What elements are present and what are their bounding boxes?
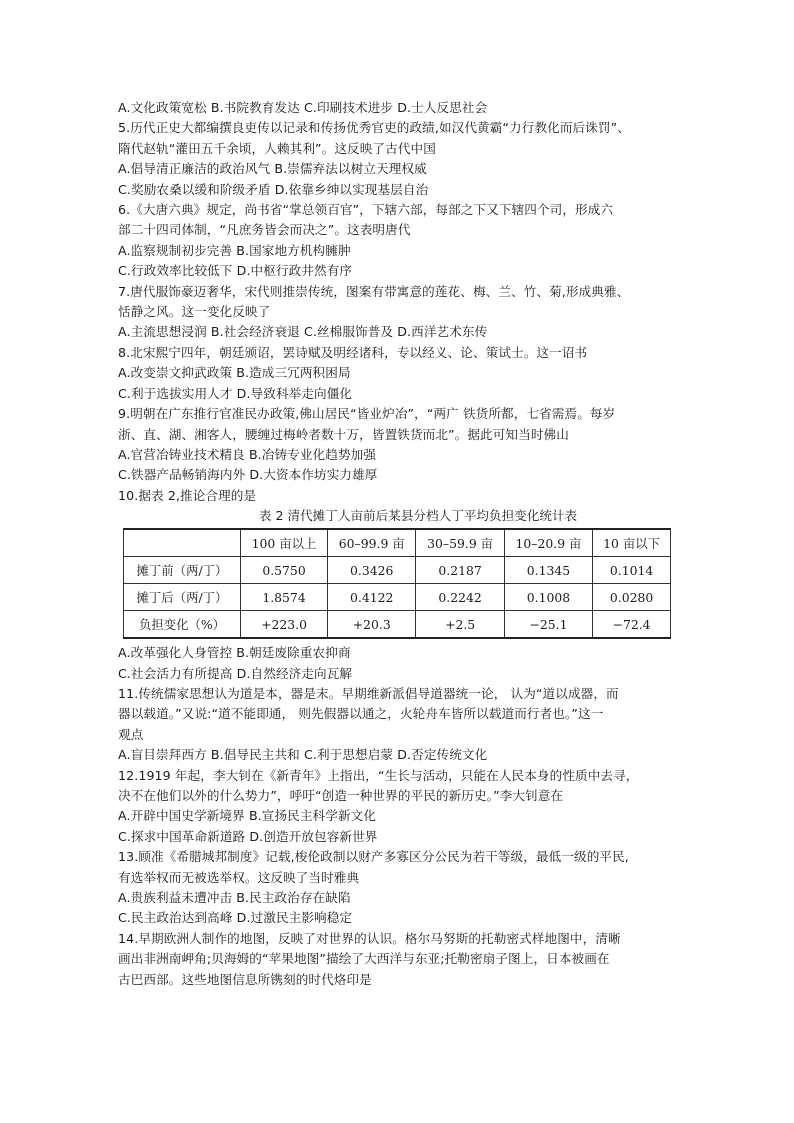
- table-cell: +2.5: [416, 611, 504, 639]
- table-header-cell: 10 亩以下: [593, 529, 671, 557]
- table-caption: 表 2 清代摊丁人亩前后某县分档人丁平均负担变化统计表: [258, 508, 578, 524]
- table-row: [124, 557, 671, 584]
- text-line: 恬静之风。这一变化反映了: [118, 304, 271, 320]
- text-line: C.铁器产品畅销海内外 D.大资本作坊实力雄厚: [118, 467, 378, 483]
- text-line: A.主流思想浸润 B.社会经济衰退 C.丝棉服饰普及 D.西洋艺术东传: [118, 324, 488, 340]
- table-cell: +20.3: [328, 611, 416, 639]
- table-cell: 0.4122: [328, 584, 416, 611]
- text-line: 9.明朝在广东推行官准民办政策,佛山居民“皆业炉冶”，“两广 铁货所都，七省需焉。每岁: [118, 406, 616, 422]
- text-line: A.改革强化人身管控 B.朝廷废除重农抑商: [118, 645, 351, 661]
- table-header-cell: [124, 529, 241, 557]
- text-line: 器以载道。”又说:“道不能即通， 则先假器以通之，火轮舟车皆所以载道而行者也。”这一: [118, 706, 604, 722]
- table-cell: 0.0280: [593, 584, 671, 611]
- table-header-cell: 100 亩以上: [241, 529, 328, 557]
- text-line: 观点: [118, 726, 144, 742]
- table-header-cell: 60–99.9 亩: [328, 529, 416, 557]
- text-line: A.监察规制初步完善 B.国家地方机构臃肿: [118, 242, 351, 258]
- text-line: 6.《大唐六典》规定，尚书省“掌总领百官”，下辖六部，每部之下又下辖四个司，形成六: [118, 202, 614, 218]
- text-line: C.探求中国革命新道路 D.创造开放包容新世界: [118, 828, 378, 844]
- table-cell: 摊丁后（两/丁）: [124, 584, 241, 611]
- text-line: 古巴西部。这些地图信息所镌刻的时代烙印是: [118, 971, 372, 987]
- text-line: 隋代赵轨“灌田五千余顷，人赖其利”。这反映了古代中国: [118, 140, 436, 156]
- text-line: C.社会活力有所提高 D.自然经济走向瓦解: [118, 665, 353, 681]
- text-line: A.盲目崇拜西方 B.倡导民主共和 C.利于思想启蒙 D.否定传统文化: [118, 747, 488, 763]
- text-line: 5.历代正史大都编撰良吏传以记录和传扬优秀官吏的政绩,如汉代黄霸“力行教化而后诛罚”、: [118, 120, 630, 136]
- table-cell: 0.2187: [416, 557, 504, 584]
- table-cell: −72.4: [593, 611, 671, 639]
- text-line: C.利于选拔实用人才 D.导致科举走向僵化: [118, 385, 353, 401]
- table-cell: 负担变化（%）: [124, 611, 241, 639]
- text-block-top: [118, 98, 688, 506]
- table-header-row: [124, 529, 671, 557]
- table-cell: 0.1345: [504, 557, 592, 584]
- text-line: 14.早期欧洲人制作的地图，反映了对世界的认识。格尔马努斯的托勒密式样地图中，清晰: [118, 930, 621, 946]
- text-line: A.倡导清正廉洁的政治风气 B.崇儒弃法以树立天理权威: [118, 161, 427, 177]
- text-line: 13.顾准《希腊城邦制度》记载,梭伦政制以财产多寡区分公民为若干等级，最低一级的平民,: [118, 849, 629, 865]
- text-line: 浙、直、湖、湘客人，腰缠过梅岭者数十万，皆置铁货而北”。据此可知当时佛山: [118, 426, 569, 442]
- text-line: 画出非洲南岬角;贝海姆的“苹果地图”描绘了大西洋与东亚;托勒密扇子图上，日本被画在: [118, 951, 610, 967]
- text-line: A.改变崇文抑武政策 B.造成三冗两积困局: [118, 365, 351, 381]
- table-cell: 0.3426: [328, 557, 416, 584]
- table-cell: −25.1: [504, 611, 592, 639]
- burden-table: [123, 528, 671, 639]
- text-line: 11.传统儒家思想认为道是本，器是末。早期维新派倡导道器统一论， 认为“道以成器，而: [118, 685, 619, 701]
- table-cell: 0.5750: [241, 557, 328, 584]
- table-row: [124, 611, 671, 639]
- text-line: A.贵族利益未遭冲击 B.民主政治存在缺陷: [118, 890, 351, 905]
- text-line: A.官营冶铸业技术精良 B.冶铸专业化趋势加强: [118, 446, 377, 462]
- text-line: 10.据表 2,推论合理的是: [118, 487, 257, 503]
- table-header-cell: 30–59.9 亩: [416, 529, 504, 557]
- text-line: C.行政效率比较低下 D.中枢行政井然有序: [118, 263, 353, 279]
- text-line: A.文化政策宽松 B.书院教育发达 C.印刷技术进步 D.士人反思社会: [118, 100, 488, 115]
- table-header-cell: 10–20.9 亩: [504, 529, 592, 557]
- text-block-bottom: [118, 643, 688, 990]
- text-line: 7.唐代服饰豪迈奢华，宋代则推崇传统，图案有带寓意的莲花、梅、兰、竹、菊,形成典雅、: [118, 283, 630, 299]
- table-cell: 0.1008: [504, 584, 592, 611]
- table-cell: 0.1014: [593, 557, 671, 584]
- text-line: 12.1919 年起，李大钊在《新青年》上指出，“生长与活动，只能在人民本身的性质中去寻，: [118, 767, 639, 783]
- table-cell: +223.0: [241, 611, 328, 639]
- text-line: 有选举权而无被选举权。这反映了当时雅典: [118, 869, 360, 885]
- text-line: 决不在他们以外的什么势力”，呼吁“创造一种世界的平民的新历史。”李大钊意在: [118, 787, 564, 803]
- text-line: 部二十四司体制，“凡庶务皆会而决之”。这表明唐代: [118, 222, 411, 238]
- question-content: [118, 98, 688, 990]
- text-line: C.民主政治达到高峰 D.过激民主影响稳定: [118, 910, 353, 926]
- text-line: C.奖励农桑以缓和阶级矛盾 D.依靠乡绅以实现基层自治: [118, 181, 429, 197]
- table-row: [124, 584, 671, 611]
- text-line: 8.北宋熙宁四年，朝廷颁诏，罢诗赋及明经诸科，专以经义、论、策试士。这一诏书: [118, 344, 588, 360]
- table-cell: 1.8574: [241, 584, 328, 611]
- table-cell: 0.2242: [416, 584, 504, 611]
- table-cell: 摊丁前（两/丁）: [124, 557, 241, 584]
- text-line: A.开辟中国史学新境界 B.宣扬民主科学新文化: [118, 808, 377, 824]
